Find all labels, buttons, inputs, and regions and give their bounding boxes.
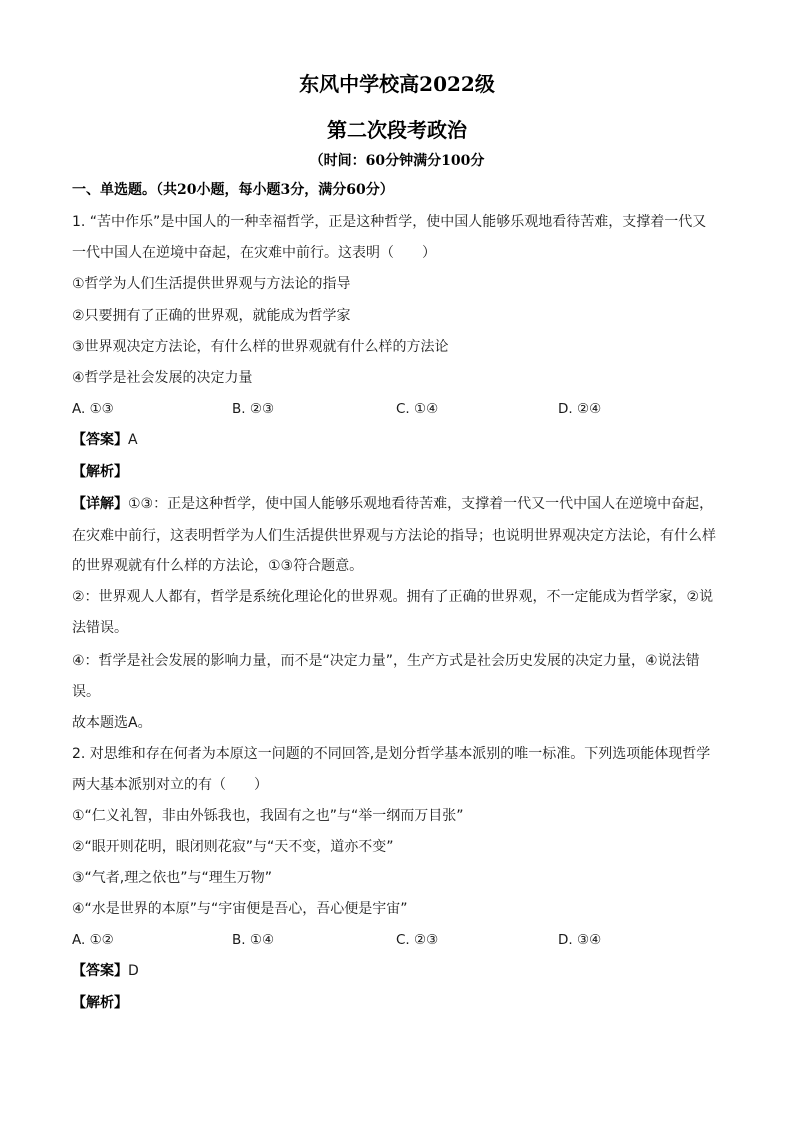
q1-detail-line5: 法错误。 — [72, 620, 128, 636]
q2-item-2: ②“眼开则花明，眼闭则花寂”与“天不变，道亦不变” — [72, 839, 394, 855]
q2-option-b: B. ①④ — [232, 932, 275, 948]
answer-value: D — [128, 963, 139, 979]
q1-detail-line6: ④：哲学是社会发展的影响力量，而不是“决定力量”，生产方式是社会历史发展的决定力量，④说法错 — [72, 653, 700, 669]
q2-item-1: ①“仁义礼智，非由外铄我也，我固有之也”与“举一纲而万目张” — [72, 808, 464, 824]
q2-option-c: C. ②③ — [396, 932, 439, 948]
q1-option-d: D. ②④ — [558, 401, 602, 417]
q1-option-a: A. ①③ — [72, 401, 114, 417]
q1-detail-line1 — [72, 494, 732, 514]
q2-option-d: D. ③④ — [558, 932, 602, 948]
exam-info: （时间：60分钟满分100分 — [309, 153, 485, 169]
q1-option-b: B. ②③ — [232, 401, 275, 417]
q2-stem-line2: 两大基本派别对立的有（ ） — [72, 777, 268, 793]
q2-answer — [72, 961, 732, 981]
exam-title: 第二次段考政治 — [327, 118, 467, 142]
q1-item-2: ②只要拥有了正确的世界观，就能成为哲学家 — [72, 308, 351, 324]
q1-detail-line4: ②：世界观人人都有，哲学是系统化理论化的世界观。拥有了正确的世界观，不一定能成为哲学家，②说 — [72, 589, 714, 605]
q1-detail-line3: 的世界观就有什么样的方法论，①③符合题意。 — [72, 558, 364, 574]
q2-option-a: A. ①② — [72, 932, 114, 948]
q1-option-c: C. ①④ — [396, 401, 439, 417]
q1-detail-line7: 误。 — [72, 684, 100, 700]
school-title: 东风中学校高2022级 — [299, 72, 495, 96]
q2-stem-line1: 2. 对思维和存在何者为本原这一问题的不同回答,是划分哲学基本派别的唯一标准。下列选项能体现哲学 — [72, 746, 711, 762]
q1-detail-line2: 在灾难中前行，这表明哲学为人们生活提供世界观与方法论的指导；也说明世界观决定方法论，有什么样 — [72, 528, 716, 544]
q2-item-3: ③“气者,理之依也”与“理生万物” — [72, 870, 273, 886]
answer-value: A — [128, 432, 138, 448]
q1-analysis-tag: 【解析】 — [72, 464, 128, 480]
answer-tag: 【答案】 — [72, 963, 128, 979]
q1-item-1: ①哲学为人们生活提供世界观与方法论的指导 — [72, 276, 351, 292]
q2-item-4: ④“水是世界的本原”与“宇宙便是吾心，吾心便是宇宙” — [72, 901, 408, 917]
detail-tag: 【详解】 — [72, 496, 128, 512]
q1-stem-line1: 1. “苦中作乐”是中国人的一种幸福哲学，正是这种哲学，使中国人能够乐观地看待苦难，支撑着一代又 — [72, 214, 707, 230]
q1-item-3: ③世界观决定方法论，有什么样的世界观就有什么样的方法论 — [72, 339, 449, 355]
answer-tag: 【答案】 — [72, 432, 128, 448]
q1-conclusion: 故本题选A。 — [72, 715, 152, 731]
section-heading: 一、单选题。（共20小题，每小题3分，满分60分） — [72, 182, 394, 198]
q1-item-4: ④哲学是社会发展的决定力量 — [72, 370, 253, 386]
detail-text: ①③：正是这种哲学，使中国人能够乐观地看待苦难，支撑着一代又一代中国人在逆境中奋起， — [128, 496, 714, 512]
q1-answer — [72, 430, 732, 450]
q2-analysis-tag: 【解析】 — [72, 995, 128, 1011]
q1-stem-line2: 一代中国人在逆境中奋起，在灾难中前行。这表明（ ） — [72, 245, 436, 261]
